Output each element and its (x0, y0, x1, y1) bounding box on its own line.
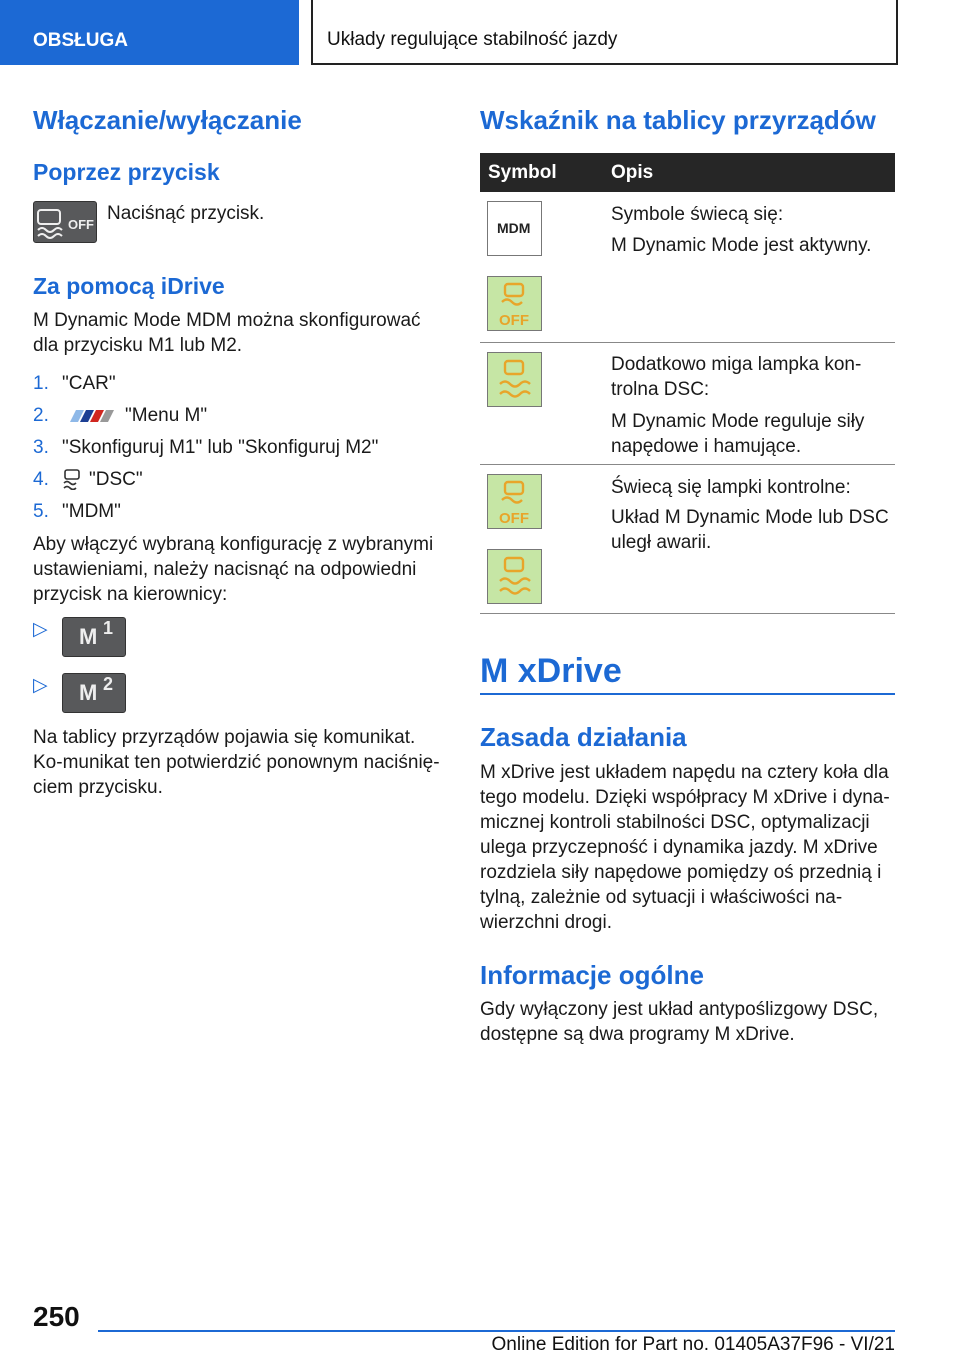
dsc-off-indicator-icon (487, 474, 542, 529)
step-text: "DSC" (89, 469, 143, 490)
step-text: "CAR" (62, 373, 116, 394)
row-divider (480, 342, 895, 343)
chapter-title: Układy regulujące stabilność jazdy (327, 29, 618, 50)
row2-line1: Dodatkowo miga lampka kon-trolna DSC: (611, 354, 862, 400)
m2-letter: M (79, 680, 98, 705)
row1-line1: Symbole świecą się: (611, 204, 784, 225)
m2-superscript: 2 (103, 674, 114, 694)
step-text: "MDM" (62, 501, 121, 522)
off-label: OFF (499, 510, 529, 527)
section-heading: M xDrive (480, 652, 622, 690)
dsc-off-button-icon (33, 201, 97, 243)
table-header (480, 153, 895, 192)
activate-text: Aby włączyć wybraną konfigurację z wybranymi ustawieniami, należy nacisnąć na odpowiedni przycisk na kierownicy: (33, 534, 434, 605)
heading-on-off: Włączanie/wyłączanie (33, 105, 302, 135)
subheading-button: Poprzez przycisk (33, 159, 220, 185)
confirm-text: Na tablicy przyrządów pojawia się komunikat. Ko-munikat ten potwierdzić ponownym naciśnię-ciem przycisku. (33, 727, 440, 798)
heading-indicator: Wskaźnik na tablicy przyrządów (480, 105, 876, 135)
mdm-indicator-icon (487, 201, 542, 256)
page-number: 250 (33, 1301, 80, 1332)
mdm-label: MDM (497, 220, 531, 236)
col-description: Opis (611, 162, 654, 183)
step-text: "Skonfiguruj M1" lub "Skonfiguruj M2" (62, 437, 379, 458)
m-stripes-icon (62, 408, 116, 424)
m1-button-icon (62, 617, 126, 657)
bullet-arrow: ▷ (33, 675, 48, 696)
row1-line2: M Dynamic Mode jest aktywny. (611, 235, 872, 256)
principle-text: M xDrive jest układem napędu na cztery koła dla tego modelu. Dzięki współpracy M xDrive i dyna-micznej kontroli stabilności DSC, optymalizacji ulega przyczepność i dynamika jazdy. M xDrive rozdziela siły napędowe pomiędzy oś przednią i tylną, zależnie od sytuacji i właściwości na-wierzchni drogi. (480, 762, 890, 933)
section-underline (480, 693, 895, 695)
section-tab (0, 0, 299, 65)
step-text: "Menu M" (125, 405, 208, 426)
subheading-idrive: Za pomocą iDrive (33, 273, 225, 299)
row-divider (480, 613, 895, 614)
footer-line (98, 1330, 895, 1332)
row3-line1: Świecą się lampki kontrolne: (611, 477, 851, 498)
idrive-intro: M Dynamic Mode MDM można skonfigurować dla przycisku M1 lub M2. (33, 310, 421, 356)
step-number: 2. (33, 405, 49, 426)
step-number: 5. (33, 501, 49, 522)
chapter-header (311, 0, 898, 65)
edition-text: Online Edition for Part no. 01405A37F96 - VI/21 (491, 1334, 895, 1355)
section-label: OBSŁUGA (33, 30, 128, 51)
dsc-indicator-icon (487, 549, 542, 604)
m1-letter: M (79, 624, 98, 649)
step-number: 4. (33, 469, 49, 490)
m1-superscript: 1 (103, 618, 114, 638)
dsc-icon (62, 468, 82, 490)
subheading-general: Informacje ogólne (480, 960, 704, 990)
step-number: 3. (33, 437, 49, 458)
row3-line2: Układ M Dynamic Mode lub DSC uległ awarii. (611, 507, 889, 553)
general-text: Gdy wyłączony jest układ antypoślizgowy DSC, dostępne są dwa programy M xDrive. (480, 999, 879, 1045)
row2-line2: M Dynamic Mode reguluje siły napędowe i hamujące. (611, 411, 865, 457)
row-divider (480, 464, 895, 465)
svg-text:OFF: OFF (68, 217, 94, 232)
subheading-principle: Zasada działania (480, 722, 687, 752)
bullet-arrow: ▷ (33, 619, 48, 640)
step-number: 1. (33, 373, 49, 394)
dsc-off-indicator-icon (487, 276, 542, 331)
press-button-text: Naciśnąć przycisk. (107, 203, 265, 224)
m2-button-icon (62, 673, 126, 713)
dsc-indicator-icon (487, 352, 542, 407)
col-symbol: Symbol (488, 162, 557, 183)
off-label: OFF (499, 312, 529, 329)
